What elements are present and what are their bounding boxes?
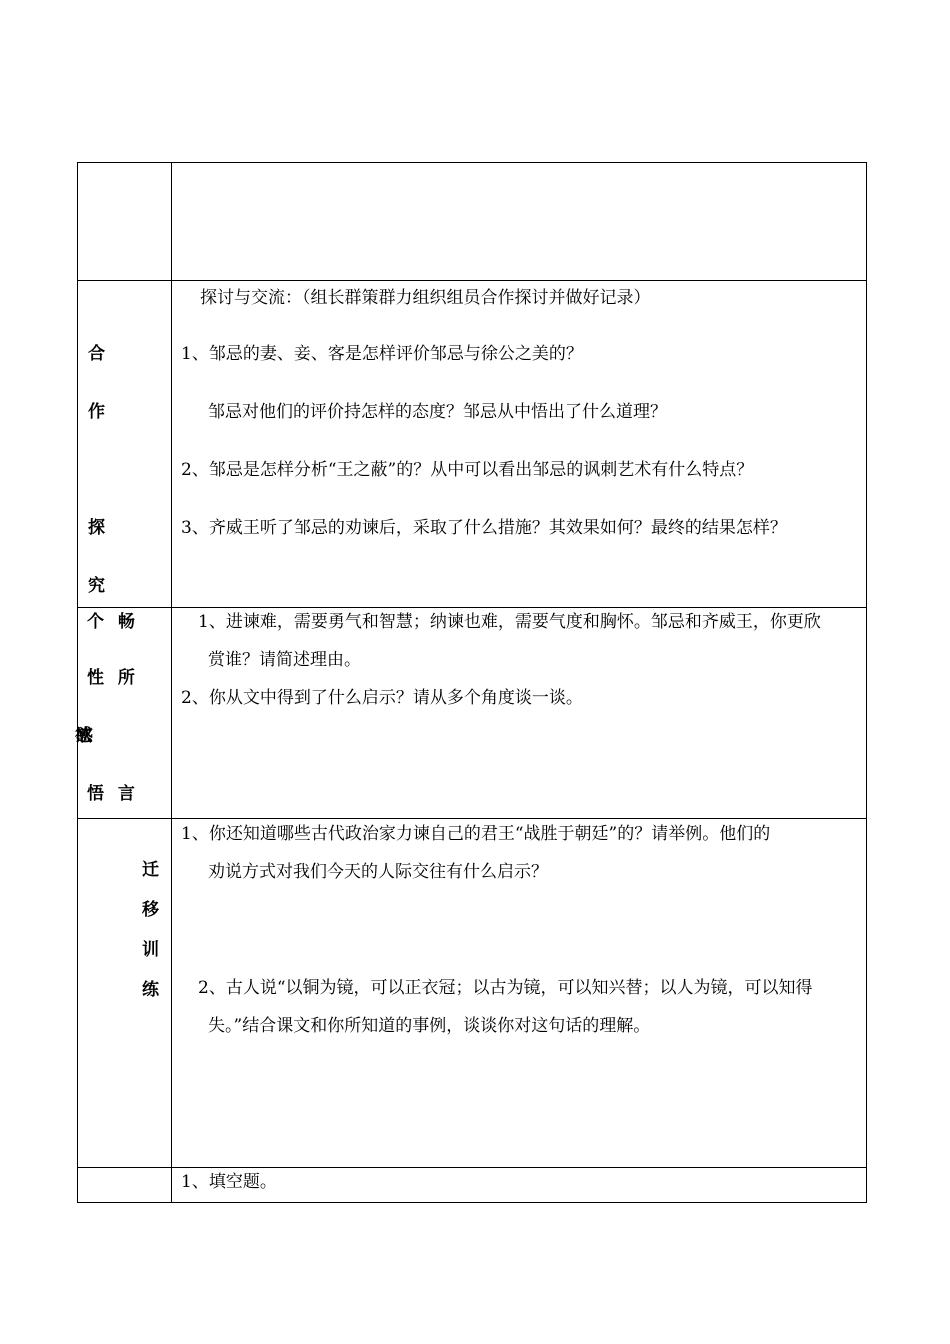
practice-question-1-cont: 劝说方式对我们今天的人际交往有什么启示？ [208, 862, 548, 882]
table-row-fill-in [78, 1168, 866, 1202]
reflection-question-1-cont: 赏谁？请简述理由。 [208, 650, 361, 670]
discussion-heading: 探讨与交流：（组长群策群力组织组员合作探讨并做好记录） [200, 288, 651, 308]
row-content-cell [172, 819, 866, 1167]
label-char: 合 [88, 344, 105, 364]
practice-question-1: 1、你还知道哪些古代政治家力谏自己的君王“战胜于朝廷”的？请举例。他们的 [181, 824, 771, 844]
label-char: 究 [88, 576, 105, 596]
fill-in-question: 1、填空题。 [181, 1172, 277, 1192]
label-char: 作 [88, 402, 105, 422]
row-content-cell [172, 608, 866, 818]
question-1: 1、邹忌的妻、妾、客是怎样评价邹忌与徐公之美的？ [181, 344, 583, 364]
table-row-personal-reflection [78, 608, 866, 819]
row-content-cell [172, 1168, 866, 1202]
question-2: 2、邹忌是怎样分析“王之蔽”的？从中可以看出邹忌的讽刺艺术有什么特点？ [181, 460, 754, 480]
row-label-cell [78, 281, 172, 607]
label-char: 移 [142, 900, 159, 920]
row-label-cell [78, 819, 172, 1167]
reflection-question-2: 2、你从文中得到了什么启示？请从多个角度谈一谈。 [181, 688, 583, 708]
row-label-cell [78, 1168, 172, 1202]
row-label-cell [78, 163, 172, 280]
label-line: 感 欲 [76, 726, 80, 746]
practice-question-2-cont: 失。”结合课文和你所知道的事例，谈谈你对这句话的理解。 [208, 1016, 651, 1036]
row-label-cell [78, 608, 172, 818]
table-row-blank [78, 163, 866, 281]
table-row-transfer-practice [78, 819, 866, 1168]
label-line: 个 畅 [87, 612, 139, 632]
label-char: 迁 [142, 860, 159, 880]
practice-question-2: 2、古人说“以铜为镜，可以正衣冠；以古为镜，可以知兴替；以人为镜，可以知得 [198, 978, 813, 998]
reflection-question-1: 1、进谏难，需要勇气和智慧；纳谏也难，需要气度和胸怀。邹忌和齐威王，你更欣 [198, 612, 821, 632]
worksheet-table [77, 162, 867, 1203]
table-row-cooperative-inquiry [78, 281, 866, 608]
row-content-cell [172, 281, 866, 607]
label-char: 练 [142, 980, 159, 1000]
question-3: 3、齐威王听了邹忌的劝谏后，采取了什么措施？其效果如何？最终的结果怎样？ [181, 518, 787, 538]
label-char: 训 [142, 940, 159, 960]
row-content-cell [172, 163, 866, 280]
label-line: 悟 言 [87, 784, 139, 804]
label-char: 探 [88, 518, 105, 538]
question-1-followup: 邹忌对他们的评价持怎样的态度？邹忌从中悟出了什么道理？ [208, 402, 667, 422]
label-line: 性 所 [87, 668, 139, 688]
